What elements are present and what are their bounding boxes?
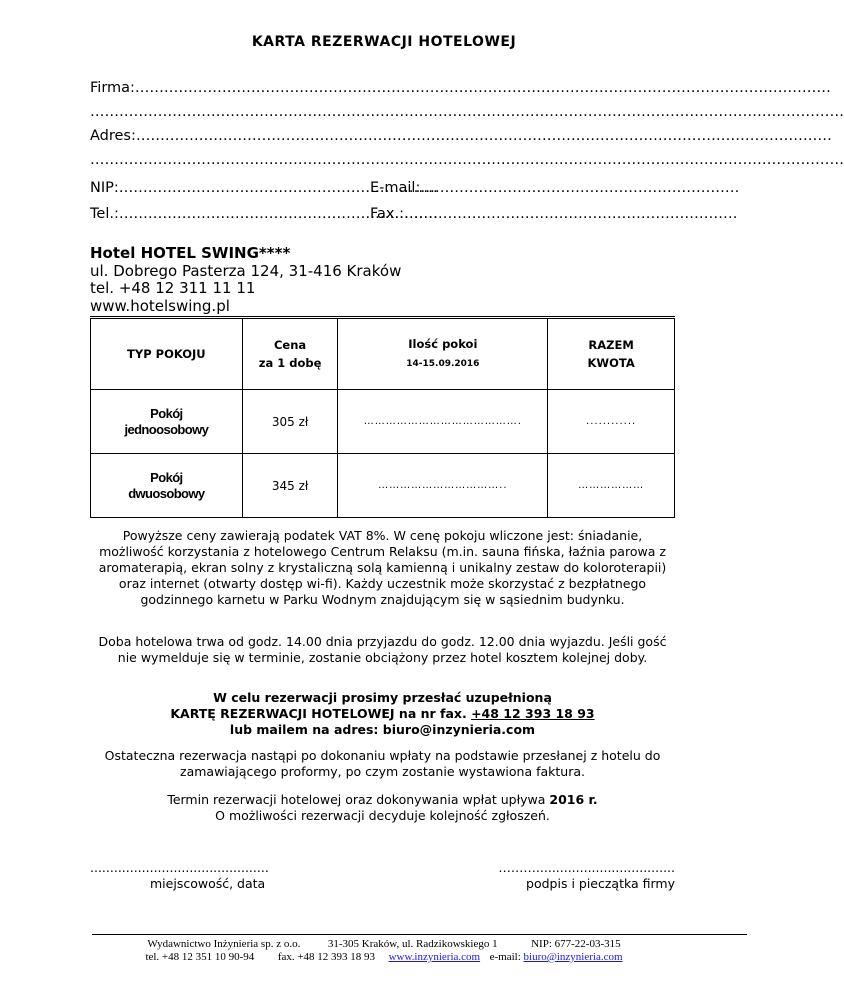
header-price: Cena za 1 dobę [242,319,338,390]
hotel-address: ul. Dobrego Pasterza 124, 31-416 Kraków [90,261,402,280]
nip-field[interactable]: NIP:………………………………………………………… [90,180,438,196]
email-field[interactable]: E-mail:………………………………………………………… [370,180,740,196]
page-title: KARTA REZERWACJI HOTELOWEJ [251,34,517,50]
adres-field[interactable]: Adres:……………………………………………………………………………………………………………………………… [90,128,832,144]
room-type-cell: Pokój jednoosobowy [91,390,243,454]
room-price-table [90,318,675,518]
room-count-input[interactable]: ……………………………………. [338,390,548,454]
firma-field-continued[interactable]: ………………………………………………………………………………………………………………………………………… [90,104,844,120]
table-row [91,390,675,454]
deadline-paragraph: Termin rezerwacji hotelowej oraz dokonywania wpłat upływa 2016 r. O możliwości rezerwacji decyduje kolejność zgłoszeń. [167,792,598,823]
header-total: RAZEM KWOTA [548,319,675,390]
hotel-day-paragraph: Doba hotelowa trwa od godz. 14.00 dnia przyjazdu do godz. 12.00 dnia wyjazdu. Jeśli gość nie wymelduje się w terminie, zostanie obciążony przez hotel kosztem kolejnej doby. [98,634,667,665]
footer [0,938,768,964]
price-info-paragraph: Powyższe ceny zawierają podatek VAT 8%. W cenę pokoju wliczone jest: śniadanie, możliwość korzystania z hotelowego Centrum Relaksu (m.in. sauna fińska, łaźnia parowa z aromaterapią, ekran solny z krystaliczną solą kamienną i unikalny zestaw do koloroterapii) oraz internet (otwarty dostęp wi-fi). Każdy uczestnik może skorzystać z bezpłatnego godzinnego karnetu w Parku Wodnym znajdującym się w sąsiednim budynku. [98,528,667,607]
table-header-row [91,319,675,390]
room-type-cell: Pokój dwuosobowy [91,454,243,518]
footer-website-link[interactable]: www.inzynieria.com [388,951,481,963]
header-room-count: Ilość pokoi 14-15.09.2016 [338,319,548,390]
adres-field-continued[interactable]: ………………………………………………………………………………………………………………………………………… [90,152,844,168]
company-signature-label: podpis i pieczątka firmy [526,876,675,891]
tel-field[interactable]: Tel.:………………………………………………………… [90,206,438,222]
hotel-website[interactable]: www.hotelswing.pl [90,296,230,315]
footer-fax: fax. +48 12 393 18 93 [277,951,376,963]
footer-tel: tel. +48 12 351 10 90-94 [145,951,255,963]
place-date-signature [90,860,330,892]
price-cell: 345 zł [242,454,338,518]
hotel-info [90,245,401,315]
footer-company: Wydawnictwo Inżynieria sp. z o.o. [147,938,301,950]
company-signature-input[interactable]: ………................................... [498,860,675,875]
price-cell: 305 zł [242,390,338,454]
fax-field[interactable]: Fax.:…………………………………………………………… [370,206,738,222]
footer-email-link[interactable]: biuro@inzynieria.com [523,951,623,963]
final-reservation-paragraph: Ostateczna rezerwacja nastąpi po dokonaniu wpłaty na podstawie przesłanej z hotelu do zamawiającego proformy, po czym zostanie wystawiona faktura. [104,748,661,779]
total-input[interactable]: ............ [548,390,675,454]
firma-field[interactable]: Firma:……………………………………………………………………………………………………………………………… [90,80,831,96]
place-date-label: miejscowość, data [150,876,266,891]
total-input[interactable]: ……………… [548,454,675,518]
footer-email-label: e-mail: [489,951,521,963]
footer-divider [92,934,747,935]
hotel-phone: tel. +48 12 311 11 11 [90,279,256,297]
place-date-input[interactable]: ............................................. [90,860,269,875]
footer-address: 31-305 Kraków, ul. Radzikowskiego 1 [327,938,498,950]
company-signature [480,860,675,892]
fax-number-link[interactable]: +48 12 393 18 93 [471,706,595,721]
footer-nip: NIP: 677-22-03-315 [531,938,621,950]
room-count-input[interactable]: …………………………….. [338,454,548,518]
table-row [91,454,675,518]
reservation-instructions: W celu rezerwacji prosimy przesłać uzupełnioną KARTĘ REZERWACJI HOTELOWEJ na nr fax. +48 12 393 18 93 lub mailem na adres: biuro@inzynieria.com [170,690,595,737]
hotel-name: Hotel HOTEL SWING**** [90,244,291,262]
header-room-type: TYP POKOJU [91,319,243,390]
divider [90,316,675,317]
